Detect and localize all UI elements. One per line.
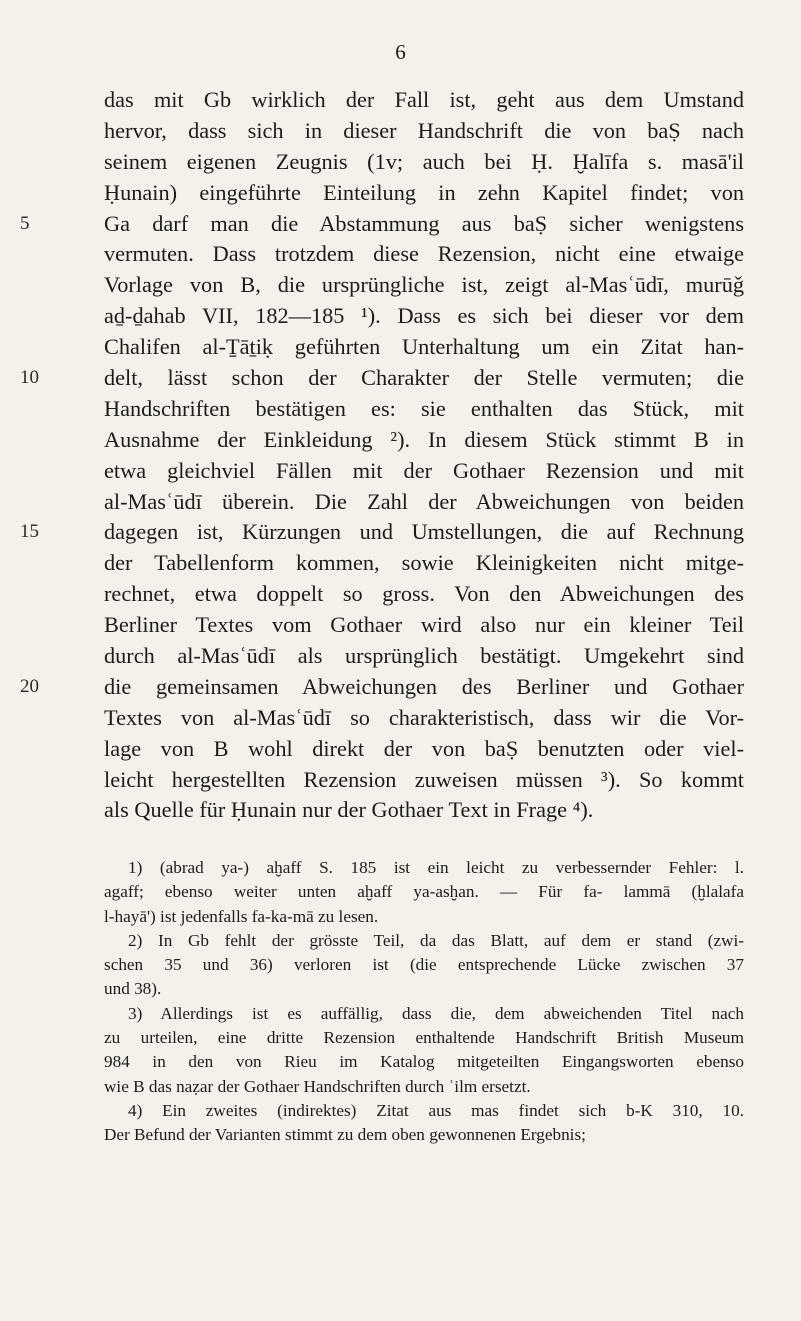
line-text: der Tabellenform kommen, sowie Kleinigkeiten nicht mitge-: [104, 550, 744, 576]
text-line: [104, 795, 744, 826]
footnote-line: 3) Allerdings ist es auffällig, dass die, dem abweichenden Titel nach: [128, 1003, 744, 1023]
text-line: [20, 363, 744, 394]
text-line: [104, 487, 744, 518]
line-number: 20: [20, 675, 39, 697]
line-text: Berliner Textes vom Gothaer wird also nur ein kleiner Teil: [104, 612, 744, 638]
text-line: [104, 332, 744, 363]
line-text: aḏ-ḏahab VII, 182—185 ¹). Dass es sich bei dieser vor dem: [104, 303, 744, 329]
text-line: [104, 178, 744, 209]
text-line: [104, 270, 744, 301]
line-text: Textes von al-Masʿūdī so charakteristisch, dass wir die Vor-: [104, 704, 744, 730]
text-line: [104, 703, 744, 734]
text-line: [104, 734, 744, 765]
line-text: Ausnahme der Einkleidung ²). In diesem Stück stimmt B in: [104, 426, 744, 452]
footnote-line: agaff; ebenso weiter unten aḫaff ya-asḫan. — Für fa- lammā (ḫlalafa: [104, 882, 744, 902]
footnote-line: 1) (abrad ya-) aḫaff S. 185 ist ein leicht zu verbessernder Fehler: l.: [128, 858, 744, 877]
line-text: al-Masʿūdī überein. Die Zahl der Abweichungen von beiden: [104, 488, 744, 514]
text-line: [104, 456, 744, 487]
line-text: die gemeinsamen Abweichungen des Berliner und Gothaer: [104, 673, 744, 699]
line-text: etwa gleichviel Fällen mit der Gothaer Rezension und mit: [104, 457, 744, 483]
text-line: [104, 610, 744, 641]
footnotes: [104, 856, 744, 1148]
body-text: [20, 85, 744, 826]
text-line: [104, 641, 744, 672]
line-number: 10: [20, 367, 39, 389]
text-line: [104, 116, 744, 147]
text-line: [104, 147, 744, 178]
line-text: Handschriften bestätigen es: sie enthalten das Stück, mit: [104, 395, 744, 421]
text-line: [104, 548, 744, 579]
text-line: [104, 579, 744, 610]
text-line: [20, 517, 744, 548]
text-line: [104, 301, 744, 332]
footnote-line: 4) Ein zweites (indirektes) Zitat aus mas findet sich b-K 310, 10.: [128, 1100, 744, 1120]
text-line: [104, 85, 744, 116]
text-line: [104, 765, 744, 796]
line-text: das mit Gb wirklich der Fall ist, geht aus dem Umstand: [104, 87, 744, 112]
text-line: [20, 209, 744, 240]
line-text: hervor, dass sich in dieser Handschrift die von baṢ nach: [104, 117, 744, 143]
line-text: vermuten. Dass trotzdem diese Rezension, nicht eine etwaige: [104, 241, 744, 267]
footnote-line: und 38).: [104, 979, 162, 999]
footnote-line: 2) In Gb fehlt der grösste Teil, da das Blatt, auf dem er stand (zwi-: [128, 930, 744, 950]
footnote-line: l-hayā') ist jedenfalls fa-ka-mā zu lesen.: [104, 906, 379, 926]
line-text: Ga darf man die Abstammung aus baṢ sicher wenigstens: [104, 210, 744, 236]
text-line: [104, 425, 744, 456]
footnote-line: 984 in den von Rieu im Katalog mitgeteilten Eingangsworten ebenso: [104, 1052, 744, 1072]
line-number: 5: [20, 212, 30, 234]
footnote-line: Der Befund der Varianten stimmt zu dem oben gewonnenen Ergebnis;: [104, 1125, 586, 1145]
footnote-line: zu urteilen, eine dritte Rezension enthaltende Handschrift British Museum: [104, 1028, 744, 1048]
line-text: durch al-Masʿūdī als ursprünglich bestätigt. Umgekehrt sind: [104, 643, 744, 669]
footnote-line: schen 35 und 36) verloren ist (die entsprechende Lücke zwischen 37: [104, 955, 744, 975]
text-line: [20, 672, 744, 703]
line-text: dagegen ist, Kürzungen und Umstellungen, die auf Rechnung: [104, 519, 744, 545]
text-line: [104, 239, 744, 270]
line-text: lage von B wohl direkt der von baṢ benutzten oder viel-: [104, 735, 744, 761]
line-text: Vorlage von B, die ursprüngliche ist, zeigt al-Masʿūdī, murūǧ: [104, 272, 744, 298]
page-number: 6: [395, 40, 406, 64]
line-text: leicht hergestellten Rezension zuweisen müssen ³). So kommt: [104, 766, 744, 792]
text-line: [104, 394, 744, 425]
line-text: rechnet, etwa doppelt so gross. Von den Abweichungen des: [104, 581, 744, 607]
line-text: Chalifen al-Ṯāṯiḳ geführten Unterhaltung um ein Zitat han-: [104, 334, 744, 360]
line-text: als Quelle für Ḥunain nur der Gothaer Text in Frage ⁴).: [104, 797, 594, 823]
line-text: delt, lässt schon der Charakter der Stelle vermuten; die: [104, 365, 744, 391]
line-text: Ḥunain) eingeführte Einteilung in zehn Kapitel findet; von: [104, 179, 744, 205]
line-text: seinem eigenen Zeugnis (1v; auch bei Ḥ. Ḫalīfa s. masā'il: [104, 148, 744, 174]
line-number: 15: [20, 521, 39, 543]
footnote-line: wie B das naẓar der Gothaer Handschriften durch ʿilm ersetzt.: [104, 1076, 531, 1096]
